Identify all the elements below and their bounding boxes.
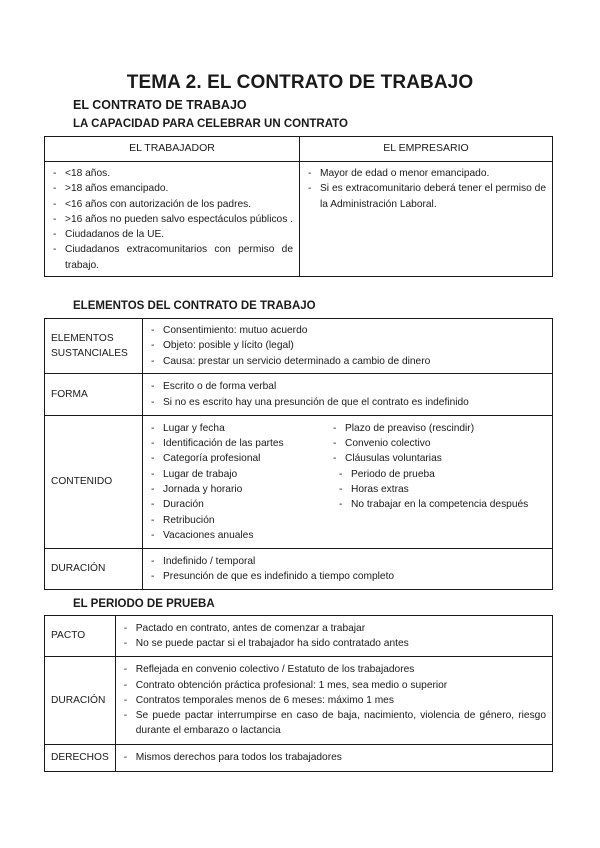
forma-cell (143, 374, 553, 416)
list-item: - Ciudadanos de la UE. (51, 227, 293, 242)
trabajador-list (51, 166, 293, 273)
label-forma: FORMA (45, 374, 143, 416)
list-subitem: - Periodo de prueba (331, 467, 546, 482)
list-item: - Consentimiento: mutuo acuerdo (149, 323, 546, 338)
empresario-cell (300, 162, 553, 277)
list-item: - Contratos temporales menos de 6 meses: máximo 1 mes (122, 693, 546, 708)
list-item: - Cláusulas voluntarias (331, 451, 546, 466)
derechos-cell (115, 745, 552, 772)
header-empresario: EL EMPRESARIO (300, 137, 553, 162)
list-item: - Presunción de que es indefinido a tiempo completo (149, 569, 546, 584)
list-item: - Si no es escrito hay una presunción de que el contrato es indefinido (149, 395, 546, 410)
list-item: - Ciudadanos extracomunitarios con permiso de trabajo. (51, 242, 293, 273)
label-contenido: CONTENIDO (45, 416, 143, 549)
header-trabajador: EL TRABAJADOR (45, 137, 300, 162)
section-subheading-capacidad: LA CAPACIDAD PARA CELEBRAR UN CONTRATO (73, 118, 348, 130)
list-item: - Convenio colectivo (331, 436, 546, 451)
list-item: - >18 años emancipado. (51, 181, 293, 196)
list-subitem: - No trabajar en la competencia después (331, 497, 546, 512)
contenido-cell (143, 416, 553, 549)
list-item: - Lugar de trabajo (149, 467, 331, 482)
list-item: - Mismos derechos para todos los trabajadores (122, 750, 546, 765)
list-item: - <18 años. (51, 166, 293, 181)
label-elementos-sustanciales: ELEMENTOS SUSTANCIALES (45, 319, 143, 374)
duracion-cell (143, 549, 553, 590)
list-item: - Identificación de las partes (149, 436, 331, 451)
contenido-left-list (149, 421, 331, 543)
list-item: - Contrato obtención práctica profesional: 1 mes, sea medio o superior (122, 678, 546, 693)
page-title: TEMA 2. EL CONTRATO DE TRABAJO (126, 72, 474, 93)
elementos-cell (143, 319, 553, 374)
list-item: - <16 años con autorización de los padres. (51, 197, 293, 212)
section-heading-contrato: EL CONTRATO DE TRABAJO (73, 98, 247, 112)
list-item: - Retribución (149, 513, 331, 528)
list-item: - Se puede pactar interrumpirse en caso de baja, nacimiento, violencia de género, riesgo durante el embarazo o lactancia (122, 708, 546, 739)
list-item: - Lugar y fecha (149, 421, 331, 436)
list-item: - Escrito o de forma verbal (149, 379, 546, 394)
empresario-list (306, 166, 546, 212)
list-item: - Jornada y horario (149, 482, 331, 497)
list-item: - Reflejada en convenio colectivo / Estatuto de los trabajadores (122, 662, 546, 677)
list-item: - Si es extracomunitario deberá tener el permiso de la Administración Laboral. (306, 181, 546, 212)
label-pacto: PACTO (45, 616, 116, 657)
list-item: - Vacaciones anuales (149, 528, 331, 543)
list-item: - Mayor de edad o menor emancipado. (306, 166, 546, 181)
pacto-cell (115, 616, 552, 657)
list-item: - No se puede pactar si el trabajador ha sido contratado antes (122, 636, 546, 651)
label-derechos: DERECHOS (45, 745, 116, 772)
contenido-right-list (331, 421, 546, 543)
list-item: - Plazo de preaviso (rescindir) (331, 421, 546, 436)
trabajador-cell (45, 162, 300, 277)
label-duracion: DURACIÓN (45, 549, 143, 590)
duracion-prueba-cell (115, 657, 552, 745)
section-heading-elementos: ELEMENTOS DEL CONTRATO DE TRABAJO (73, 300, 316, 312)
capacidad-table (44, 136, 553, 277)
list-item: - Pactado en contrato, antes de comenzar a trabajar (122, 621, 546, 636)
list-subitem: - Horas extras (331, 482, 546, 497)
elementos-table (44, 318, 553, 590)
list-item: - Duración (149, 497, 331, 512)
periodo-prueba-table (44, 615, 553, 772)
list-item: - Objeto: posible y lícito (legal) (149, 338, 546, 353)
label-duracion-prueba: DURACIÓN (45, 657, 116, 745)
section-heading-periodo-prueba: EL PERIODO DE PRUEBA (73, 598, 215, 610)
list-item: - Categoría profesional (149, 451, 331, 466)
list-item: - >16 años no pueden salvo espectáculos públicos . (51, 212, 293, 227)
list-item: - Causa: prestar un servicio determinado a cambio de dinero (149, 354, 546, 369)
list-item: - Indefinido / temporal (149, 554, 546, 569)
